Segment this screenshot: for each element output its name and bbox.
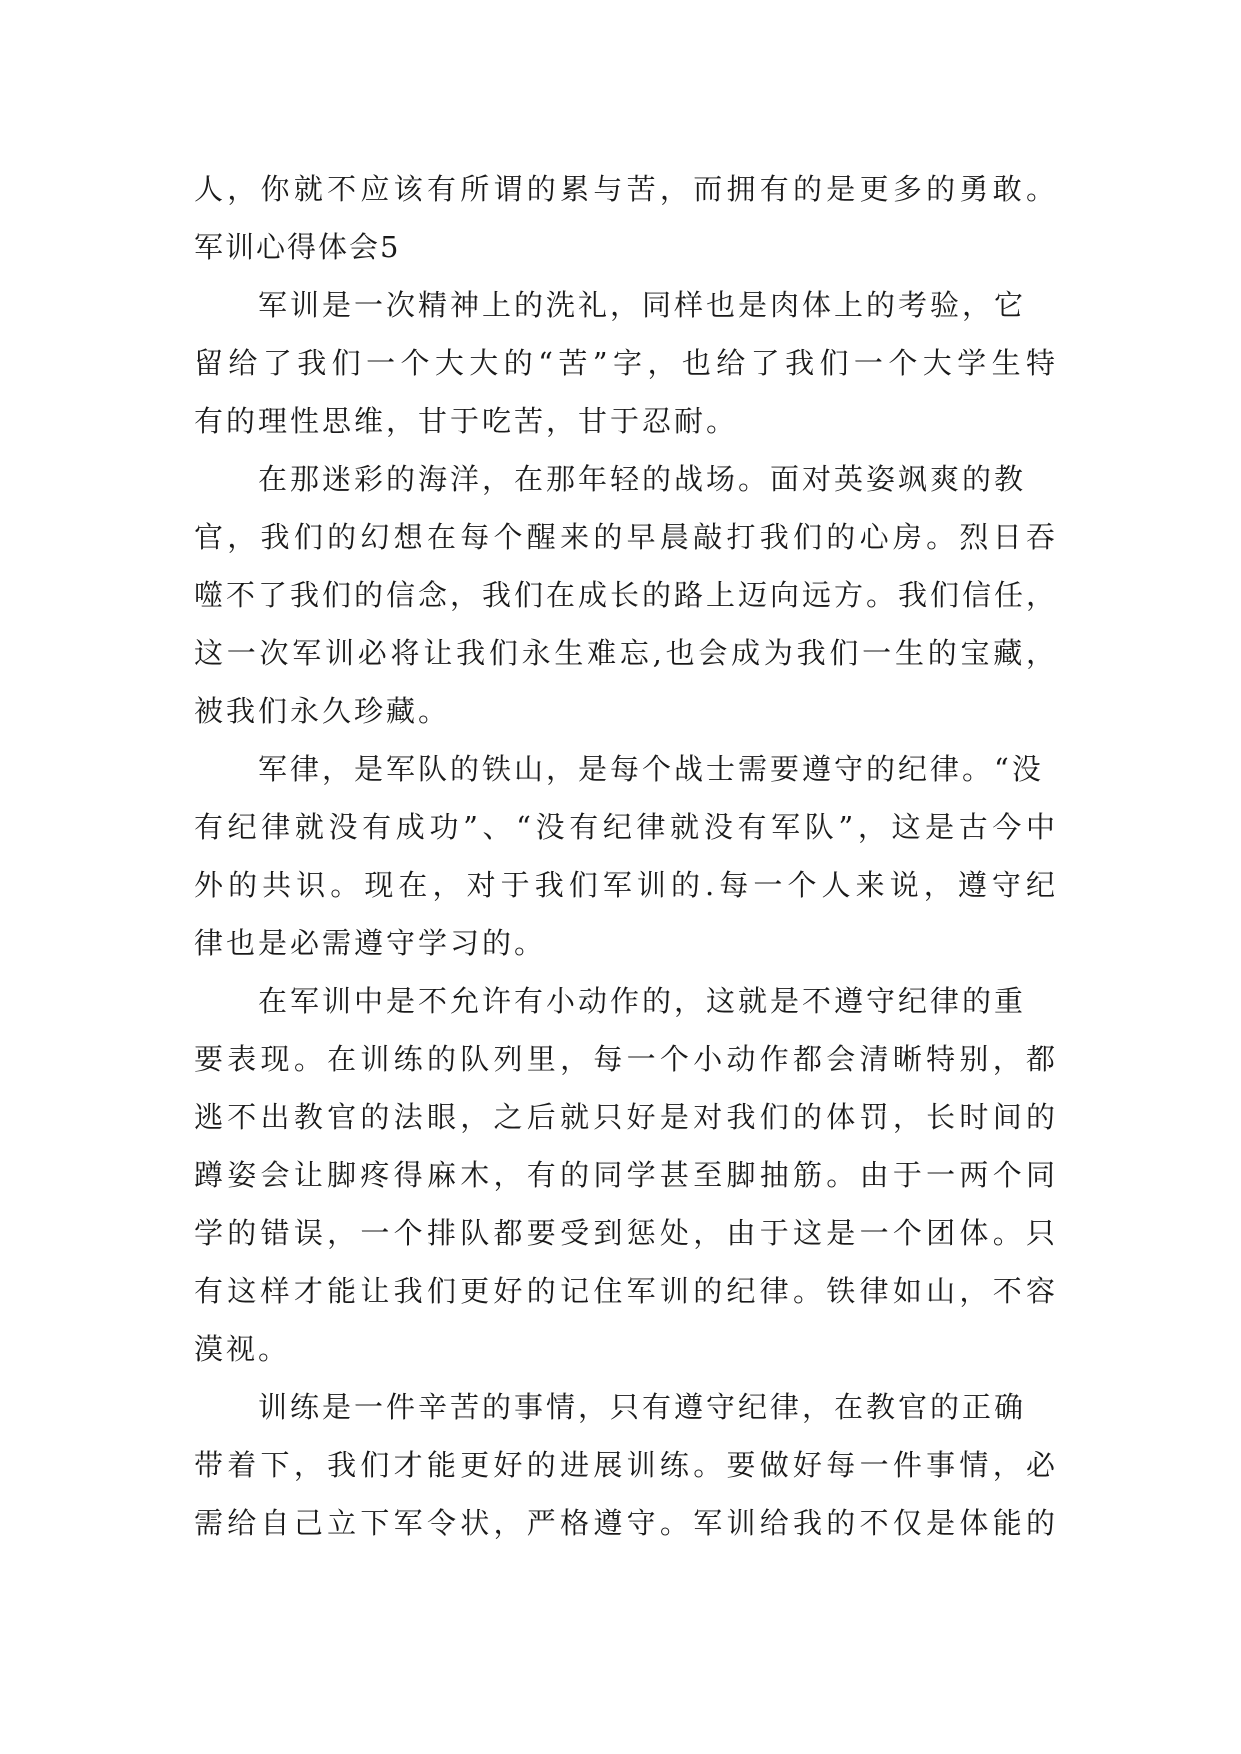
text-line: 带着下，我们才能更好的进展训练。要做好每一件事情，必 bbox=[194, 1448, 1058, 1482]
text-line: 噬不了我们的信念，我们在成长的路上迈向远方。我们信任， bbox=[194, 578, 1058, 612]
text-line: 学的错误，一个排队都要受到惩处，由于这是一个团体。只 bbox=[194, 1216, 1058, 1250]
text-line: 被我们永久珍藏。 bbox=[194, 694, 451, 728]
section-heading: 军训心得体会5 bbox=[194, 230, 401, 264]
paragraph-first-line: 军律，是军队的铁山，是每个战士需要遵守的纪律。“没 bbox=[258, 752, 1044, 786]
text-line: 漠视。 bbox=[194, 1332, 291, 1366]
text-line: 有纪律就没有成功”、“没有纪律就没有军队”，这是古今中 bbox=[194, 810, 1058, 844]
text-line: 外的共识。现在，对于我们军训的.每一个人来说，遵守纪 bbox=[194, 868, 1058, 902]
text-line: 有这样才能让我们更好的记住军训的纪律。铁律如山，不容 bbox=[194, 1274, 1058, 1308]
text-line: 要表现。在训练的队列里，每一个小动作都会清晰特别，都 bbox=[194, 1042, 1058, 1076]
text-line: 律也是必需遵守学习的。 bbox=[194, 926, 547, 960]
text-line: 有的理性思维，甘于吃苦，甘于忍耐。 bbox=[194, 404, 739, 438]
paragraph-first-line: 训练是一件辛苦的事情，只有遵守纪律，在教官的正确 bbox=[258, 1390, 1027, 1424]
document-body bbox=[194, 160, 1058, 1552]
text-line: 官，我们的幻想在每个醒来的早晨敲打我们的心房。烈日吞 bbox=[194, 520, 1058, 554]
paragraph-first-line: 在那迷彩的海洋，在那年轻的战场。面对英姿飒爽的教 bbox=[258, 462, 1027, 496]
paragraph-first-line: 军训是一次精神上的洗礼，同样也是肉体上的考验，它 bbox=[258, 288, 1027, 322]
text-line: 蹲姿会让脚疼得麻木，有的同学甚至脚抽筋。由于一两个同 bbox=[194, 1158, 1058, 1192]
paragraph-first-line: 在军训中是不允许有小动作的，这就是不遵守纪律的重 bbox=[258, 984, 1027, 1018]
text-line: 留给了我们一个大大的“苦”字，也给了我们一个大学生特 bbox=[194, 346, 1058, 380]
text-line: 需给自己立下军令状，严格遵守。军训给我的不仅是体能的 bbox=[194, 1506, 1058, 1540]
text-line: 人，你就不应该有所谓的累与苦，而拥有的是更多的勇敢。 bbox=[194, 172, 1058, 206]
text-line: 这一次军训必将让我们永生难忘,也会成为我们一生的宝藏， bbox=[194, 636, 1058, 670]
text-line: 逃不出教官的法眼，之后就只好是对我们的体罚，长时间的 bbox=[194, 1100, 1058, 1134]
